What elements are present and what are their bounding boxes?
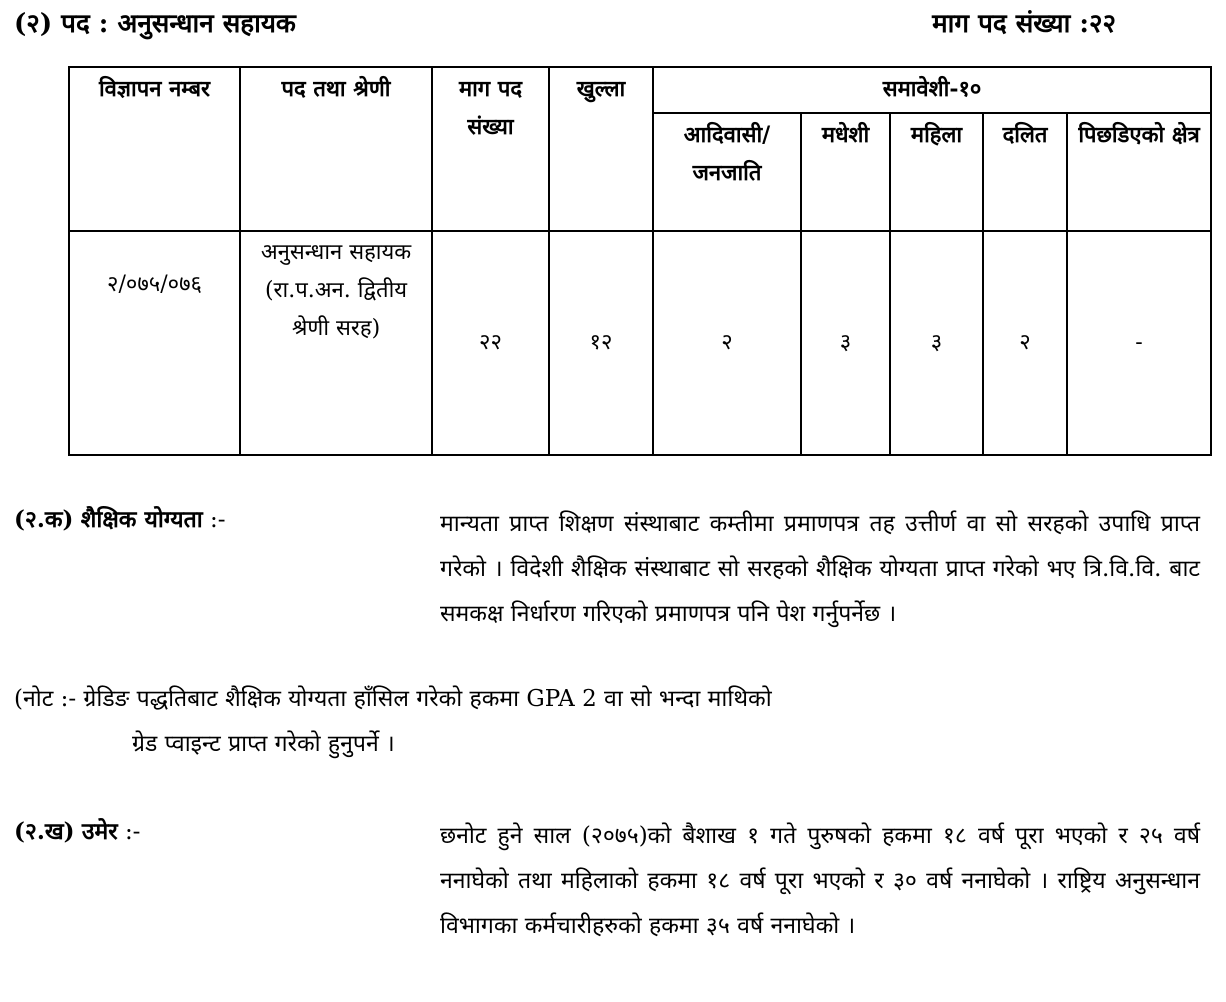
header-post-level: पद तथा श्रेणी — [240, 67, 432, 231]
age-label-num: (२.ख) — [14, 818, 75, 845]
note-line-2: ग्रेड प्वाइन्ट प्राप्त गरेको हुनुपर्ने । — [132, 731, 395, 757]
age-text: छनोट हुने साल (२०७५)को बैशाख १ गते पुरुषको हकमा १८ वर्ष पूरा भएको र २५ वर्ष ननाघेको तथा महिलाको हकमा १८ वर्ष पूरा भएको र ३० वर्ष ननाघेको । राष्ट्रिय अनुसन्धान विभागका कर्मचारीहरुको हकमा ३५ वर्ष ननाघेको । — [440, 823, 1200, 939]
header-demand: माग पद संख्या — [432, 67, 549, 231]
cell-women: ३ — [890, 231, 983, 455]
age-label-sep: :- — [124, 819, 141, 845]
cell-ad-number: २/०७५/०७६ — [69, 231, 240, 455]
cell-madhesi: ३ — [801, 231, 890, 455]
cell-indigenous: २ — [653, 231, 801, 455]
header-madhesi: मधेशी — [801, 113, 890, 231]
education-text: मान्यता प्राप्त शिक्षण संस्थाबाट कम्तीमा प्रमाणपत्र तह उत्तीर्ण वा सो सरहको उपाधि प्राप्त गरेको । विदेशी शैक्षिक संस्थाबाट सो सरहको शैक्षिक योग्यता प्राप्त गरेको भए त्रि.वि.वि. बाट समकक्ष निर्धारण गरिएको प्रमाणपत्र पनि पेश गर्नुपर्नेछ । — [440, 511, 1200, 627]
age-label — [14, 814, 140, 846]
header-women: महिला — [890, 113, 983, 231]
education-label-num: (२.क) — [14, 506, 74, 533]
cell-open: १२ — [549, 231, 653, 455]
vacancy-table — [68, 66, 1212, 456]
cell-backward: - — [1067, 231, 1211, 455]
header-ad-number: विज्ञापन नम्बर — [69, 67, 240, 231]
education-label-sep: :- — [209, 507, 226, 533]
education-label-text: शैक्षिक योग्यता — [80, 506, 203, 533]
cell-post-level: अनुसन्धान सहायक (रा.प.अन. द्वितीय श्रेणी सरह) — [240, 231, 432, 455]
cell-dalit: २ — [983, 231, 1067, 455]
header-inclusive: समावेशी-१० — [653, 67, 1211, 113]
table-row — [69, 231, 1211, 455]
note-line-1: (नोट :- ग्रेडिङ पद्धतिबाट शैक्षिक योग्यता हाँसिल गरेको हकमा GPA 2 वा सो भन्दा माथिको — [14, 686, 772, 712]
cell-demand: २२ — [432, 231, 549, 455]
post-title: (२) पद : अनुसन्धान सहायक — [14, 9, 296, 39]
header-backward: पिछडिएको क्षेत्र — [1067, 113, 1211, 231]
header-open: खुल्ला — [549, 67, 653, 231]
header-indigenous: आदिवासी/ जनजाति — [653, 113, 801, 231]
education-label — [14, 502, 226, 534]
header-dalit: दलित — [983, 113, 1067, 231]
demand-count: माग पद संख्या :२२ — [932, 9, 1116, 39]
age-label-text: उमेर — [81, 818, 118, 845]
